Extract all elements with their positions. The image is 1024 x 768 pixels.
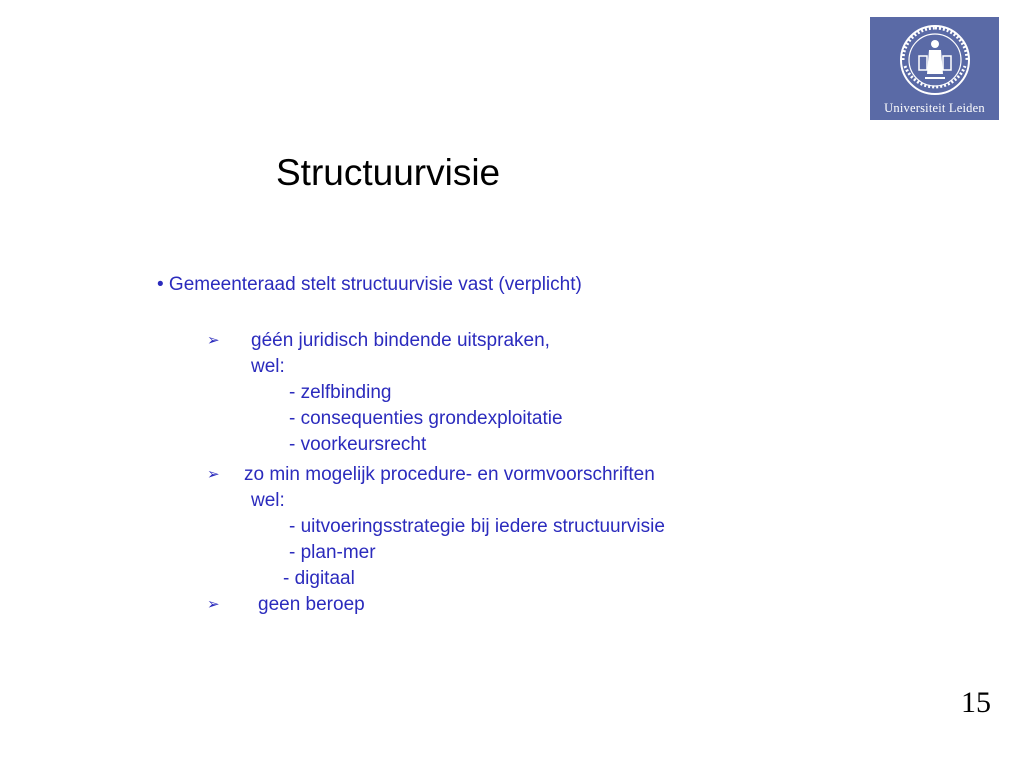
item-1-text: géén juridisch bindende uitspraken, xyxy=(251,330,550,351)
arrow-bullet-icon: ➢ xyxy=(207,332,220,349)
item-2-text: zo min mogelijk procedure- en vormvoorschriften xyxy=(244,464,655,485)
slide-title: Structuurvisie xyxy=(276,152,501,193)
item-1-sub-3: - voorkeursrecht xyxy=(289,434,427,455)
main-bullet: • Gemeenteraad stelt structuurvisie vast (verplicht) xyxy=(157,274,582,295)
item-1-sub-1: - zelfbinding xyxy=(289,382,392,403)
item-2-sub-1: - uitvoeringsstrategie bij iedere structuurvisie xyxy=(289,516,665,537)
item-1-sub-2: - consequenties grondexploitatie xyxy=(289,408,563,429)
page-number: 15 xyxy=(961,686,991,719)
arrow-bullet-icon: ➢ xyxy=(207,596,220,613)
item-2-sub-2: - plan-mer xyxy=(289,542,376,563)
item-1-wel: wel: xyxy=(251,356,285,377)
arrow-bullet-icon: ➢ xyxy=(207,466,220,483)
item-2-sub-3: - digitaal xyxy=(283,568,355,589)
item-2-wel: wel: xyxy=(251,490,285,511)
logo-text: Universiteit Leiden xyxy=(884,101,985,115)
item-3-text: geen beroep xyxy=(258,594,365,615)
